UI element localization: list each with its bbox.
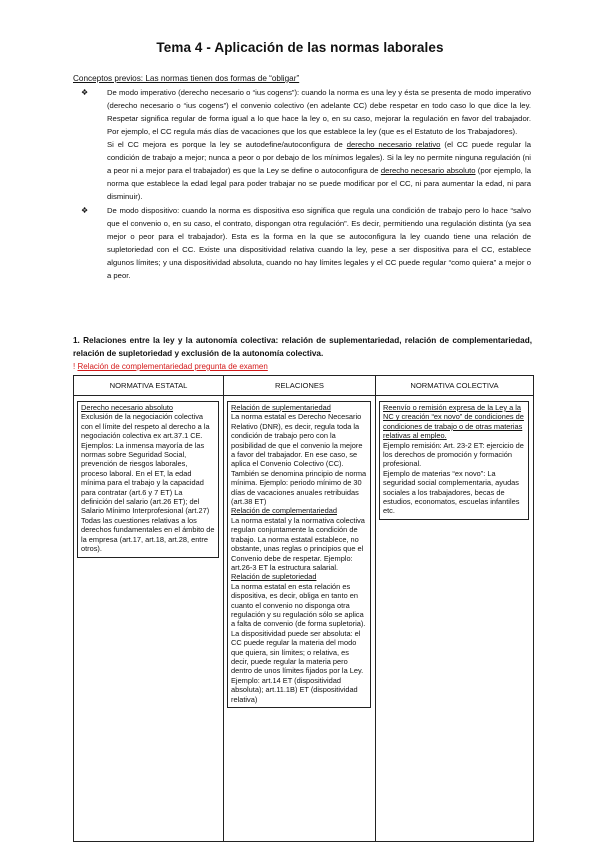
bullet-dispositive-text: De modo dispositivo: cuando la norma es dispositiva eso significa que regula una condición de trabajo pero lo hace “salvo que el convenio o, en su caso, el contrato, dispongan otra regulación”. Es decir, permitiendo una regulación distinta (ya sea mejor o peor para el trabajador). Esta es la forma en la que se autoconfigura la ley cuando tiene una relación de supletoriedad con el CC. Existe una dispositividad relativa cuando la ley, pese a ser dispositiva para el CC, establece algunos límites; y una dispositividad absoluta, cuando no hay límites legales y el CC puede regular “como quiera” a mejor o a peor. <box>107 206 531 280</box>
section-heading: 1. Relaciones entre la ley y la autonomía colectiva: relación de suplementariedad, relación de complementariedad, relación de supletoriedad y exclusión de la autonomía colectiva. <box>73 336 532 358</box>
complementariedad-text: La norma estatal y la normativa colectiva regulan conjuntamente la condición de trabajo. La norma estatal establece, no obstante, unas reglas o principios que el Convenio debe de respetar. Ejemplo: art.26-3 ET la estructura salarial. <box>231 515 365 572</box>
derecho-necesario-relativo-term: derecho necesario relativo <box>346 140 441 149</box>
derecho-necesario-absoluto-term: derecho necesario absoluto <box>380 166 476 175</box>
header-normativa-estatal: NORMATIVA ESTATAL <box>74 376 224 396</box>
diamond-bullet-icon: ❖ <box>81 206 89 215</box>
complementariedad-heading: Relación de complementariedad <box>231 506 337 516</box>
supletoriedad-text: La norma estatal en esta relación es dispositiva, es decir, obliga en tanto en cuanto el convenio no disponga otra regulación y su regulación sólo se aplica a falta de convenio (de forma supletoria). La dispositividad puede ser absoluta: el CC puede regular la materia del modo que quiera, sin límites; o relativa, es decir, puede regular la materia pero dentro de unos límites fijados por la Ley. Ejemplo: art.14 ET (dispositividad absoluta); art.11.1B) ET (dispositividad relativa) <box>231 581 366 704</box>
bullet-dispositive <box>81 204 531 282</box>
table-header-row <box>74 376 534 396</box>
header-relaciones: RELACIONES <box>224 376 376 396</box>
bullet-list <box>81 86 531 283</box>
diamond-bullet-icon: ❖ <box>81 88 89 97</box>
suplementariedad-heading: Relación de suplementariedad <box>231 403 331 412</box>
cell-relaciones <box>224 396 376 842</box>
ex-novo-example-text: Ejemplo de materias “ex novo”: La seguridad social complementaria, ayudas sociales a los trabajadores, becas de estudios, economatos, escuelas infantiles etc. <box>383 468 520 516</box>
exclusion-text: Exclusión de la negociación colectiva con el límite del respeto al derecho a la negociación colectiva ex art.37.1 CE. <box>81 412 210 441</box>
intro-heading: Conceptos previos: Las normas tienen dos formas de “obligar” <box>73 74 300 83</box>
table-row <box>74 396 534 842</box>
page-title: Tema 4 - Aplicación de las normas laborales <box>156 40 444 55</box>
suplementariedad-text: La norma estatal es Derecho Necesario Relativo (DNR), es decir, regula toda la condición de trabajo pero con la posibilidad de que el convenio la mejore a favor del trabajador. En ese caso, se aplica el Convenio Colectivo (CC). También se denomina principio de norma mínima. Ejemplo: periodo mínimo de 30 días de vacaciones anuales retribuidas (art.38 ET) <box>231 412 367 507</box>
examples-text: Ejemplos: La inmensa mayoría de las normas sobre Seguridad Social, prevención de riesgos laborales, proceso laboral. En el ET, la edad mínima para el trabajo y la capacidad para contratar (art.6 y 7 ET) La definición del salario (art.26 ET); del Salario Mínimo Interprofesional (art.27) Todas las cuestiones relativas a los derechos fundamentales en el ámbito de la empresa (art.17, art.18, art.28, entre otros). <box>81 440 215 554</box>
bullet-imperative-text: De modo imperativo (derecho necesario o “ius cogens”): cuando la norma es una ley y ésta se presenta de modo imperativo (derecho necesario o “ius cogens”) el convenio colectivo (en adelante CC) debe respetar en todo caso lo que dice la ley. Respetar significa regular de forma igual a lo que hace la ley o, en su caso, mejorar la regulación en favor del trabajador. Por ejemplo, el CC regula más días de vacaciones que los que establece la ley (que es el Estatuto de los Trabajadores). <box>107 88 531 136</box>
exam-note: ! Relación de complementariedad pregunta de examen <box>73 362 268 371</box>
remision-example-text: Ejemplo remisión: Art. 23-2 ET: ejercicio de los derechos de promoción y formación profesional. <box>383 440 524 469</box>
relations-table <box>73 375 534 842</box>
cell-normativa-colectiva <box>376 396 534 842</box>
bullet-imperative-detail: Si el CC mejora es porque la ley se autodefine/autoconfigura de derecho necesario relativo (el CC puede regular la condición de trabajo a mejor; nunca a peor o por debajo de los mínimos legales). Si la ley no permite ninguna regulación (ni a peor ni a mejor para el trabajador) es que la Ley se define o autoconfigura de derecho necesario absoluto (por ejemplo, la norma que establece la edad legal para poder trabajar no se puede modificar por el CC, ni para aumentar la edad, ni para disminuir). <box>107 140 532 201</box>
header-normativa-colectiva: NORMATIVA COLECTIVA <box>376 376 534 396</box>
reenvio-heading: Reenvío o remisión expresa de la Ley a la NC y creación “ex novo” de condiciones de condiciones de trabajo o de otras materias relativas al empleo. <box>383 403 524 441</box>
bullet-imperative <box>81 86 531 203</box>
derecho-necesario-absoluto-heading: Derecho necesario absoluto <box>81 403 174 412</box>
supletoriedad-heading: Relación de supletoriedad <box>231 572 317 582</box>
exam-note-text: Relación de complementariedad pregunta de examen <box>77 362 268 371</box>
cell-normativa-estatal <box>74 396 224 842</box>
